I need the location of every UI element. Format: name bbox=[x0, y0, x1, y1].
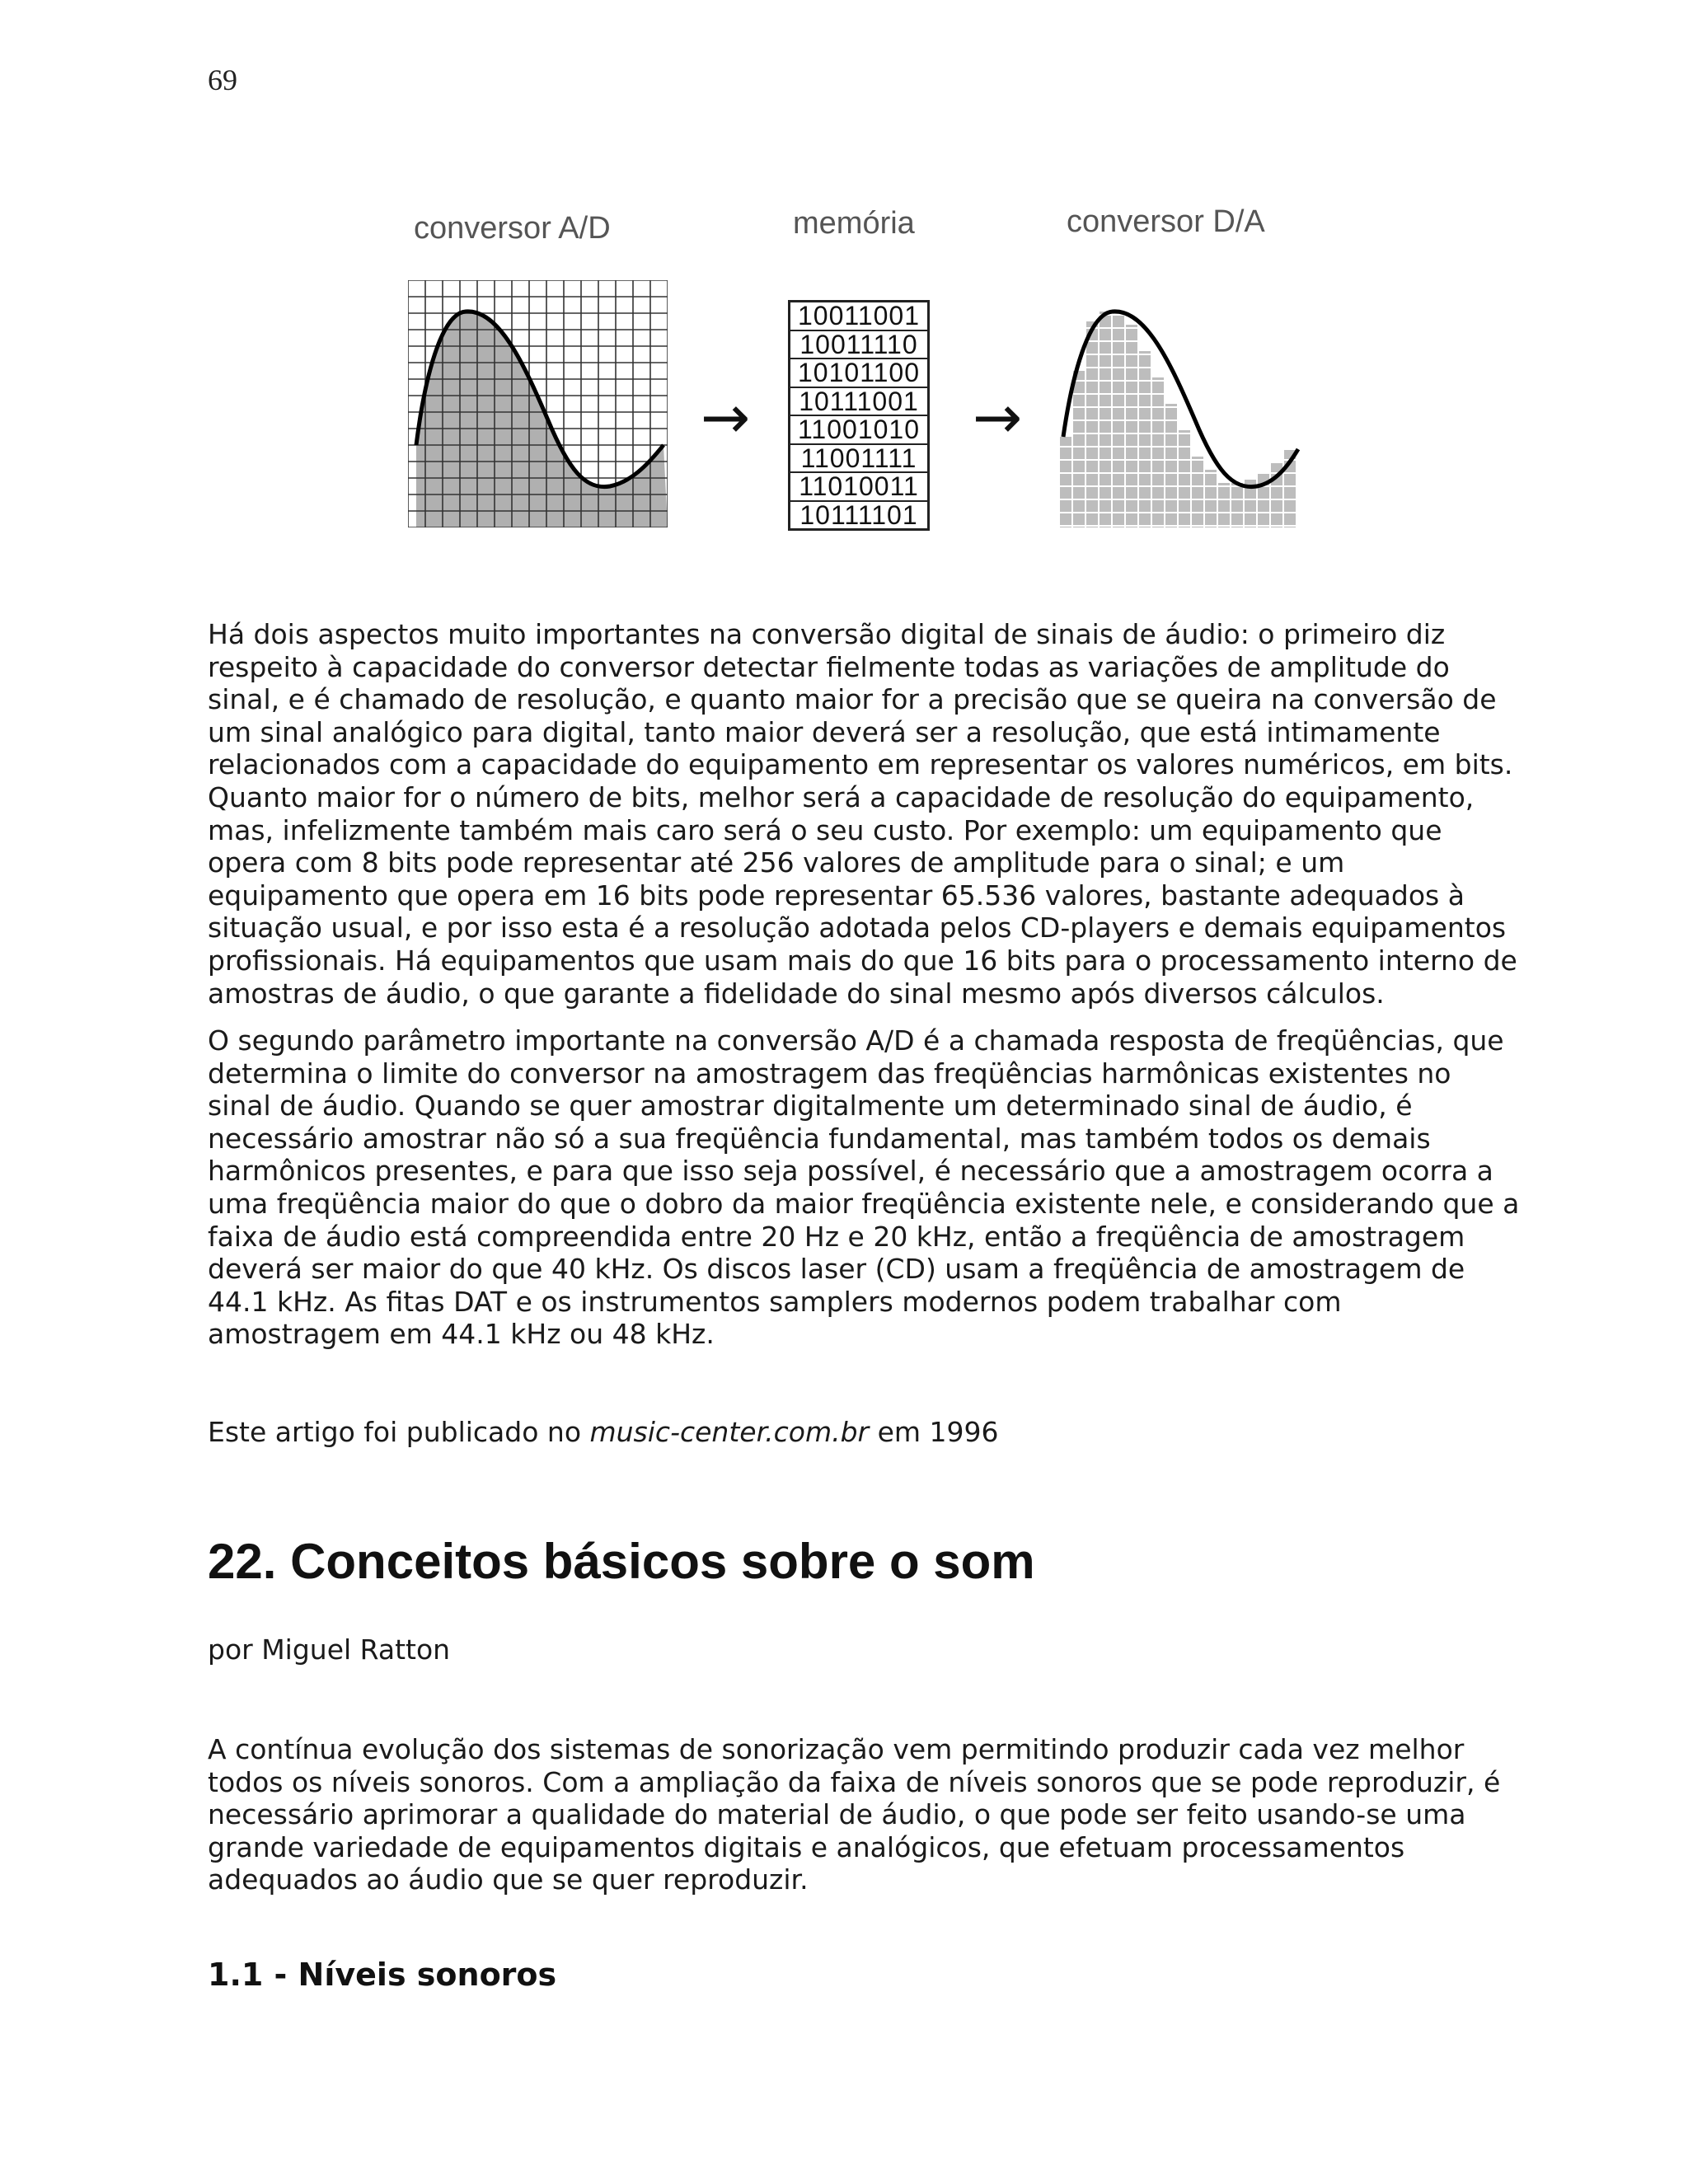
intro-paragraph bbox=[208, 1733, 1522, 1896]
publication-prefix: Este artigo foi publicado no bbox=[208, 1416, 590, 1448]
memory-value: 10111001 bbox=[790, 387, 929, 416]
publication-suffix: em 1996 bbox=[869, 1416, 999, 1448]
ad-da-conversion-figure bbox=[396, 190, 1352, 544]
label-da-converter: conversor D/A bbox=[1067, 204, 1265, 239]
memory-value: 10011001 bbox=[790, 302, 929, 330]
paragraph-text: A contínua evolução dos sistemas de sonorização vem permitindo produzir cada vez melhor todos os níveis sonoros. Com a ampliação da faixa de níveis sonoros que se pode reproduzir, é necessário aprimorar a qualidade do material de áudio, o que pode ser feito usando-se uma grande variedade de equipamentos digitais e analógicos, que efetuam processamentos adequados ao áudio que se quer reproduzir. bbox=[208, 1733, 1501, 1896]
da-converter-output bbox=[1059, 288, 1331, 536]
byline: por Miguel Ratton bbox=[208, 1633, 451, 1666]
label-ad-converter: conversor A/D bbox=[414, 211, 611, 246]
memory-value: 10111101 bbox=[790, 501, 929, 530]
memory-value: 11001111 bbox=[790, 444, 929, 473]
label-memory: memória bbox=[793, 206, 915, 241]
arrow-icon: → bbox=[701, 382, 751, 452]
body-paragraph-frequency bbox=[208, 1024, 1522, 1351]
publication-site: music-center.com.br bbox=[589, 1416, 870, 1448]
memory-value: 10101100 bbox=[790, 359, 929, 387]
section-title: 1.1 - Níveis sonoros bbox=[208, 1957, 557, 1993]
memory-table bbox=[788, 300, 930, 531]
memory-value: 11010011 bbox=[790, 472, 929, 501]
chapter-title: 22. Conceitos básicos sobre o som bbox=[208, 1534, 1035, 1589]
paragraph-text: O segundo parâmetro importante na conversão A/D é a chamada resposta de freqüências, que determina o limite do conversor na amostragem das freqüências harmônicas existentes no sinal de áudio. Quando se quer amostrar digitalmente um determinado sinal de áudio, é necessário amostrar não só a sua freqüência fundamental, mas também todos os demais harmônicos presentes, e para que isso seja possível, é necessário que a amostragem ocorra a uma freqüência maior do que o dobro da maior freqüência existente nele, e considerando que a faixa de áudio está compreendida entre 20 Hz e 20 kHz, então a freqüência de amostragem deverá ser maior do que 40 kHz. Os discos laser (CD) usam a freqüência de amostragem de 44.1 kHz. As fitas DAT e os instrumentos samplers modernos podem trabalhar com amostragem em 44.1 kHz ou 48 kHz. bbox=[208, 1024, 1520, 1351]
da-stepped-area bbox=[1059, 312, 1296, 527]
paragraph-text: Há dois aspectos muito importantes na conversão digital de sinais de áudio: o primeiro diz respeito à capacidade do conversor detectar fielmente todas as variações de amplitude do sinal, e é chamado de resolução, e quanto maior for a precisão que se queira na conversão de um sinal analógico para digital, tanto maior deverá ser a resolução, que está intimamente relacionados com a capacidade do equipamento em representar os valores numéricos, em bits. Quanto maior for o número de bits, melhor será a capacidade de resolução do equipamento, mas, infelizmente também mais caro será o seu custo. Por exemplo: um equipamento que opera com 8 bits pode representar até 256 valores de amplitude para o sinal; e um equipamento que opera em 16 bits pode representar 65.536 valores, bastante adequados à situação usual, e por isso esta é a resolução adotada pelos CD-players e demais equipamentos profissionais. Há equipamentos que usam mais do que 16 bits para o processamento interno de amostras de áudio, o que garante a fidelidade do sinal mesmo após diversos cálculos. bbox=[208, 618, 1517, 1010]
page-number: 69 bbox=[208, 63, 237, 96]
memory-value: 10011110 bbox=[790, 330, 929, 359]
memory-value: 11001010 bbox=[790, 415, 929, 444]
publication-note bbox=[208, 1416, 1522, 1449]
arrow-icon: → bbox=[973, 382, 1023, 452]
body-paragraph-resolution bbox=[208, 618, 1522, 1010]
ad-converter-grid bbox=[408, 280, 672, 536]
